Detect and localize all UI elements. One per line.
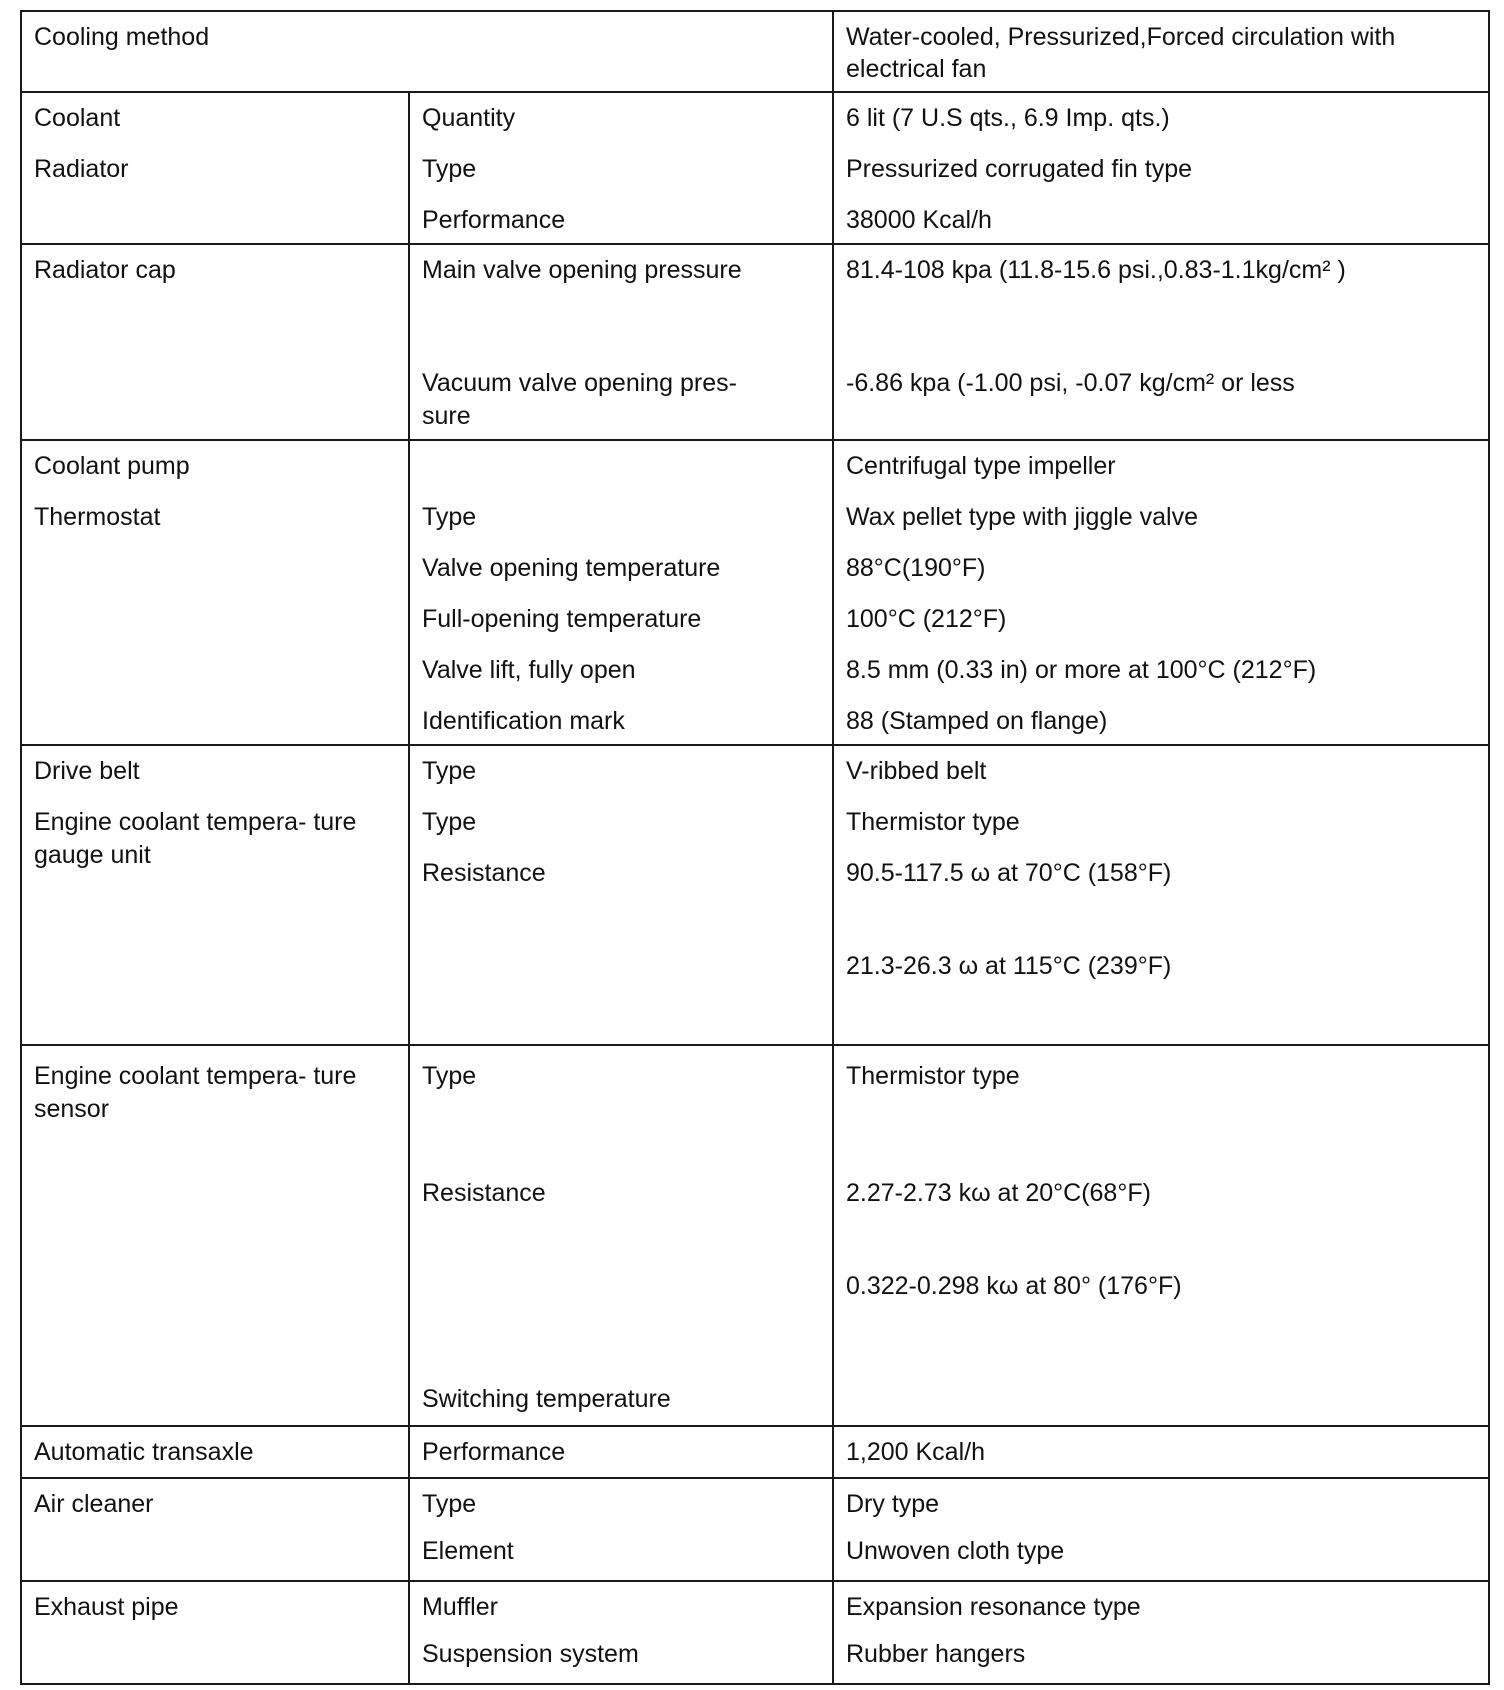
- table-row-drive-belt-gauge: [21, 745, 1489, 1045]
- thermostat-label: Thermostat: [34, 503, 161, 531]
- transaxle-performance-item: Performance: [422, 1438, 566, 1466]
- radiator-type-value: Pressurized corrugated fin type: [846, 155, 1193, 183]
- transaxle-label-cell: [21, 1426, 409, 1478]
- cooling-method-value-cell: [833, 11, 1489, 92]
- cooling-method-value: Water-cooled, Pressurized,Forced circulation with electrical fan: [846, 23, 1396, 83]
- coolant-radiator-label-cell: [21, 92, 409, 244]
- sensor-resistance-item: Resistance: [422, 1179, 546, 1207]
- table-row-air-cleaner: [21, 1478, 1489, 1581]
- gauge-resistance-70c-value: 90.5-117.5 ω at 70°C (158°F): [846, 859, 1172, 887]
- thermostat-type-value: Wax pellet type with jiggle valve: [846, 503, 1199, 531]
- identification-mark-value: 88 (Stamped on flange): [846, 707, 1108, 735]
- gauge-type-value: Thermistor type: [846, 808, 1020, 836]
- cooling-method-label-cell: [21, 11, 833, 92]
- gauge-resistance-115c-value: 21.3-26.3 ω at 115°C (239°F): [846, 952, 1172, 980]
- cooling-method-label: Cooling method: [34, 23, 210, 51]
- transaxle-performance-value: 1,200 Kcal/h: [846, 1438, 985, 1466]
- switching-temp-item: Switching temperature: [422, 1385, 671, 1413]
- gauge-type-item: Type: [422, 808, 477, 836]
- valve-opening-temp-item: Valve opening temperature: [422, 554, 721, 582]
- table-row-cooling-method: [21, 11, 1489, 92]
- exhaust-pipe-items-cell: [409, 1581, 833, 1684]
- radiator-type-item: Type: [422, 155, 477, 183]
- table-row-automatic-transaxle: [21, 1426, 1489, 1478]
- radiator-cap-label-cell: [21, 244, 409, 440]
- air-cleaner-items-cell: [409, 1478, 833, 1581]
- gauge-resistance-item: Resistance: [422, 859, 546, 887]
- transaxle-item-cell: [409, 1426, 833, 1478]
- air-cleaner-type-value: Dry type: [846, 1490, 940, 1518]
- cooling-system-spec-table: [20, 10, 1490, 1685]
- sensor-resistance-80c-value: 0.322-0.298 kω at 80° (176°F): [846, 1272, 1182, 1300]
- suspension-system-value: Rubber hangers: [846, 1640, 1026, 1668]
- muffler-item: Muffler: [422, 1593, 498, 1621]
- pump-thermostat-values-cell: [833, 440, 1489, 745]
- thermostat-type-item: Type: [422, 503, 477, 531]
- drive-belt-type-item: Type: [422, 757, 477, 785]
- table-row-coolant-sensor: [21, 1045, 1489, 1426]
- full-opening-temp-value: 100°C (212°F): [846, 605, 1007, 633]
- transaxle-value-cell: [833, 1426, 1489, 1478]
- table-row-exhaust-pipe: [21, 1581, 1489, 1684]
- identification-mark-item: Identification mark: [422, 707, 625, 735]
- radiator-cap-values-cell: [833, 244, 1489, 440]
- air-cleaner-label: Air cleaner: [34, 1490, 154, 1518]
- drive-belt-label: Drive belt: [34, 757, 140, 785]
- coolant-pump-label: Coolant pump: [34, 452, 190, 480]
- muffler-value: Expansion resonance type: [846, 1593, 1141, 1621]
- exhaust-pipe-values-cell: [833, 1581, 1489, 1684]
- drive-belt-gauge-label-cell: [21, 745, 409, 1045]
- valve-lift-value: 8.5 mm (0.33 in) or more at 100°C (212°F): [846, 656, 1317, 684]
- radiator-performance-value: 38000 Kcal/h: [846, 206, 992, 234]
- suspension-system-item: Suspension system: [422, 1640, 639, 1668]
- coolant-sensor-values-cell: [833, 1045, 1489, 1426]
- air-cleaner-label-cell: [21, 1478, 409, 1581]
- drive-belt-gauge-values-cell: [833, 745, 1489, 1045]
- table-row-pump-thermostat: [21, 440, 1489, 745]
- coolant-sensor-items-cell: [409, 1045, 833, 1426]
- sensor-resistance-20c-value: 2.27-2.73 kω at 20°C(68°F): [846, 1179, 1151, 1207]
- coolant-radiator-values-cell: [833, 92, 1489, 244]
- main-valve-value: 81.4-108 kpa (11.8-15.6 psi.,0.83-1.1kg/cm² ): [846, 256, 1346, 284]
- main-valve-item: Main valve opening pressure: [422, 256, 742, 284]
- air-cleaner-element-item: Element: [422, 1537, 514, 1565]
- radiator-performance-item: Performance: [422, 206, 566, 234]
- valve-lift-item: Valve lift, fully open: [422, 656, 636, 684]
- coolant-label: Coolant: [34, 104, 121, 132]
- vacuum-valve-item: Vacuum valve opening pres- sure: [422, 369, 737, 430]
- air-cleaner-element-value: Unwoven cloth type: [846, 1537, 1065, 1565]
- gauge-unit-label: Engine coolant tempera- ture gauge unit: [34, 808, 357, 869]
- air-cleaner-values-cell: [833, 1478, 1489, 1581]
- coolant-sensor-label-cell: [21, 1045, 409, 1426]
- drive-belt-type-value: V-ribbed belt: [846, 757, 987, 785]
- coolant-radiator-items-cell: [409, 92, 833, 244]
- table-row-coolant-radiator: [21, 92, 1489, 244]
- pump-thermostat-items-cell: [409, 440, 833, 745]
- drive-belt-gauge-items-cell: [409, 745, 833, 1045]
- pump-thermostat-label-cell: [21, 440, 409, 745]
- sensor-type-value: Thermistor type: [846, 1062, 1020, 1090]
- vacuum-valve-value: -6.86 kpa (-1.00 psi, -0.07 kg/cm² or less: [846, 369, 1295, 397]
- radiator-cap-items-cell: [409, 244, 833, 440]
- exhaust-pipe-label: Exhaust pipe: [34, 1593, 179, 1621]
- coolant-sensor-label: Engine coolant tempera- ture sensor: [34, 1062, 357, 1123]
- transaxle-label: Automatic transaxle: [34, 1438, 254, 1466]
- exhaust-pipe-label-cell: [21, 1581, 409, 1684]
- coolant-pump-value: Centrifugal type impeller: [846, 452, 1116, 480]
- sensor-type-item: Type: [422, 1062, 477, 1090]
- coolant-quantity-value: 6 lit (7 U.S qts., 6.9 Imp. qts.): [846, 104, 1170, 132]
- valve-opening-temp-value: 88°C(190°F): [846, 554, 986, 582]
- quantity-item: Quantity: [422, 104, 516, 132]
- table-row-radiator-cap: [21, 244, 1489, 440]
- air-cleaner-type-item: Type: [422, 1490, 477, 1518]
- radiator-cap-label: Radiator cap: [34, 256, 176, 284]
- full-opening-temp-item: Full-opening temperature: [422, 605, 702, 633]
- radiator-label: Radiator: [34, 155, 129, 183]
